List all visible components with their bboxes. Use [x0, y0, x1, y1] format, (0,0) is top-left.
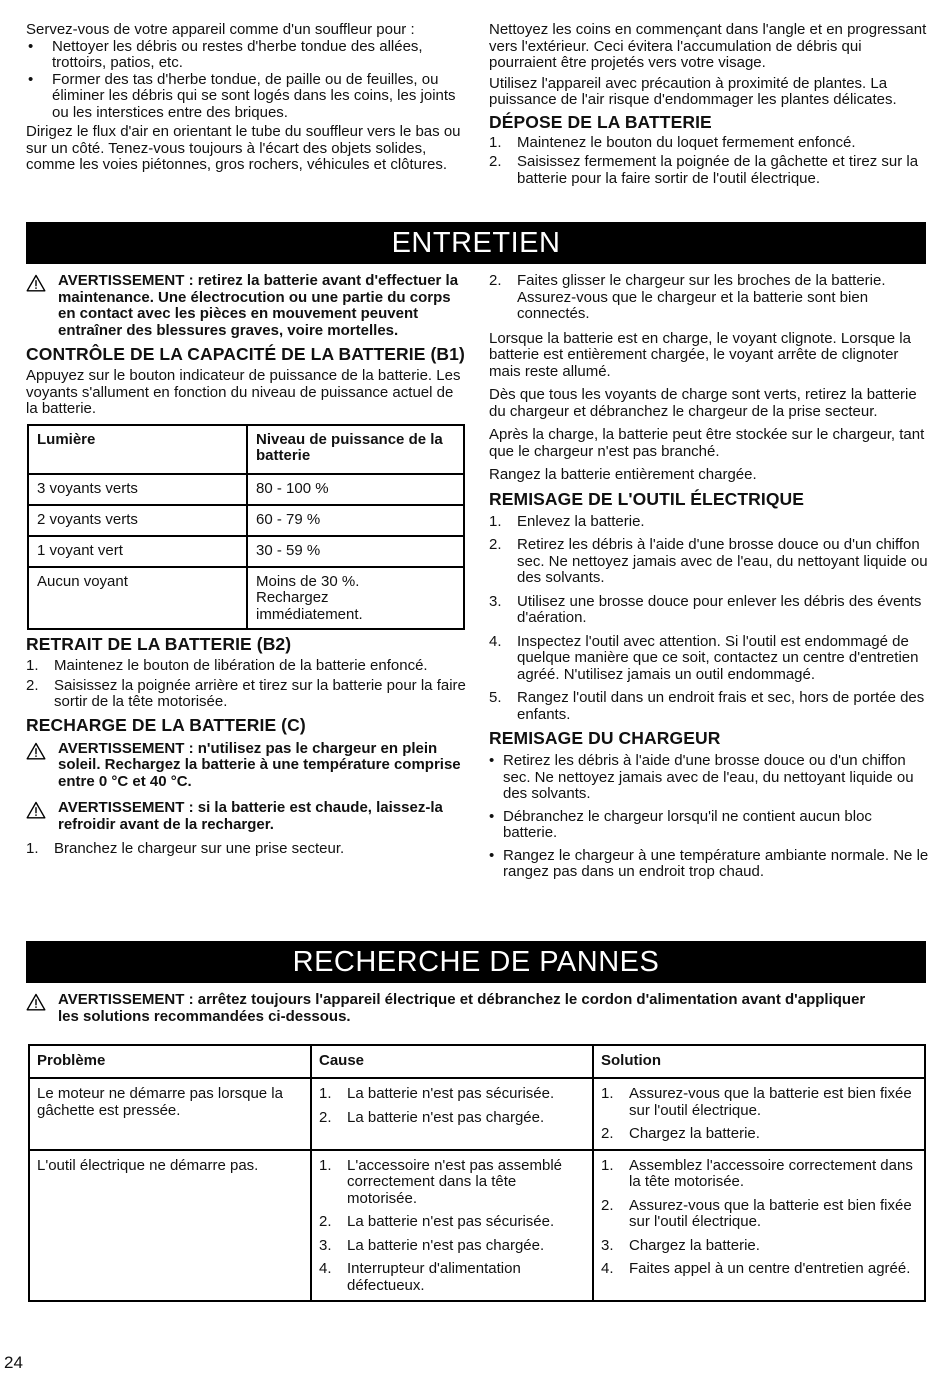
cause-list: [319, 1158, 585, 1295]
cause-list: [319, 1086, 585, 1126]
table-cell: L'outil électrique ne démarre pas.: [29, 1150, 311, 1302]
list-item: 1. Branchez le chargeur sur une prise secteur.: [26, 840, 345, 857]
page-number: 24: [4, 1353, 23, 1372]
list-item: 1. Assurez-vous que la batterie est bien fixée sur l'outil électrique.: [601, 1085, 912, 1119]
list-item: • Nettoyer les débris ou restes d'herbe tondue des allées, trottoirs, patios, etc.: [26, 39, 466, 72]
list-item: 2. Assurez-vous que la batterie est bien fixée sur l'outil électrique.: [601, 1196, 912, 1230]
left-column: [26, 273, 466, 858]
table-cell: 80 - 100 %: [247, 474, 464, 505]
list-item: 1. Enlevez la batterie.: [489, 512, 645, 530]
hot-battery-warning: [26, 800, 466, 833]
charging-indicator-paragraph: Lorsque la batterie est en charge, le voyant clignote. Lorsque la batterie est entièrement chargée, le voyant arrête de clignoter mais reste allumé.: [489, 329, 911, 380]
table-header-cell: Solution: [593, 1045, 925, 1078]
capacity-paragraph: Appuyez sur le bouton indicateur de puissance de la batterie. Les voyants s'allument en fonction du niveau de puissance actuel de la batterie.: [26, 367, 461, 417]
section-banner-troubleshooting: RECHERCHE DE PANNES: [26, 941, 926, 983]
table-cell: 60 - 79 %: [247, 505, 464, 536]
solution-list: [601, 1086, 917, 1143]
list-item: 1. L'accessoire n'est pas assemblé correctement dans la tête motorisée.: [319, 1156, 563, 1207]
table-row: [29, 1150, 925, 1302]
list-item: 1. Maintenez le bouton du loquet fermement enfoncé.: [489, 133, 856, 151]
retrait-steps: [26, 658, 466, 711]
list-item: • Former des tas d'herbe tondue, de paille ou de feuilles, ou éliminer les débris qui se sont logés dans les coins, les joints ou les interstices entre des briques.: [26, 72, 466, 122]
warning-text: AVERTISSEMENT : n'utilisez pas le chargeur en plein soleil. Rechargez la batterie à une température comprise entre 0 °C et 40 °C.: [58, 739, 461, 790]
table-row: [28, 474, 464, 505]
warning-text: AVERTISSEMENT : si la batterie est chaude, laissez-la refroidir avant de la recharger.: [58, 799, 443, 833]
blower-uses-list: [26, 39, 466, 122]
section-banner-entretien: ENTRETIEN: [26, 222, 926, 264]
list-item: 3. La batterie n'est pas chargée.: [319, 1236, 545, 1254]
table-cell: 1 voyant vert: [28, 536, 247, 567]
plants-paragraph: Utilisez l'appareil avec précaution à proximité de plantes. La puissance de l'air risque d'endommager les plantes délicates.: [489, 74, 897, 108]
table-cell: 2 voyants verts: [28, 505, 247, 536]
table-row: [29, 1078, 925, 1150]
warning-text: AVERTISSEMENT : retirez la batterie avant d'effectuer la maintenance. Une électrocution ou une partie du corps en contact avec les pièces en mouvement peuvent entraîner des blessures graves, voire mortelles.: [58, 272, 459, 339]
table-header-cell: Niveau de puissance de la batterie: [247, 425, 464, 474]
list-item: 2. Faites glisser le chargeur sur les broches de la batterie. Assurez-vous que le chargeur et la batterie sont bien connectés.: [489, 272, 886, 322]
capacity-table: [27, 424, 465, 631]
list-item: 2. Chargez la batterie.: [601, 1125, 760, 1142]
solution-list: [601, 1158, 917, 1278]
table-header-row: [28, 425, 464, 474]
battery-removal-steps: [489, 135, 929, 188]
heading-tool-storage: REMISAGE DE L'OUTIL ÉLECTRIQUE: [489, 488, 805, 509]
table-cell: 30 - 59 %: [247, 536, 464, 567]
list-item: 1. Assemblez l'accessoire correctement dans la tête motorisée.: [601, 1156, 913, 1190]
top-left-column: [26, 22, 466, 174]
table-cell: [311, 1078, 593, 1150]
recharge-steps-continued: [489, 273, 929, 323]
table-header-cell: Lumière: [28, 425, 247, 474]
list-item: 2. Saisissez la poignée arrière et tirez sur la batterie pour la faire sortir de la tête motorisée.: [26, 676, 466, 710]
table-cell: Aucun voyant: [28, 567, 247, 630]
table-row: [28, 536, 464, 567]
table-header-row: [29, 1045, 925, 1078]
tool-storage-steps: [489, 514, 929, 724]
list-item: 5. Rangez l'outil dans un endroit frais et sec, hors de portée des enfants.: [489, 689, 925, 723]
table-cell: [593, 1078, 925, 1150]
charger-storage-list: [489, 753, 929, 881]
table-header-cell: Cause: [311, 1045, 593, 1078]
troubleshooting-warning: [26, 992, 926, 1025]
heading-charger-storage: REMISAGE DU CHARGEUR: [489, 728, 721, 748]
list-item: 4. Interrupteur d'alimentation défectueux.: [319, 1260, 521, 1294]
list-item: 1. La batterie n'est pas sécurisée.: [319, 1085, 555, 1102]
table-row: [28, 567, 464, 630]
list-item: • Rangez le chargeur à une température ambiante normale. Ne le rangez pas dans un endroit trop chaud.: [489, 848, 929, 881]
list-item: 3. Utilisez une brosse douce pour enlever les débris des évents d'aération.: [489, 592, 922, 626]
warning-triangle-icon: [26, 992, 58, 1025]
blower-intro: Servez-vous de votre appareil comme d'un souffleur pour :: [26, 21, 415, 38]
table-row: [28, 505, 464, 536]
right-column: [489, 273, 929, 881]
list-item: 1. Maintenez le bouton de libération de la batterie enfoncé.: [26, 657, 428, 674]
warning-triangle-icon: [26, 273, 58, 339]
green-lights-paragraph: Dès que tous les voyants de charge sont verts, retirez la batterie du chargeur et débranchez le chargeur de la prise secteur.: [489, 386, 917, 420]
troubleshooting-table: [28, 1044, 926, 1302]
list-item: • Débranchez le chargeur lorsqu'il ne contient aucun bloc batterie.: [489, 809, 929, 842]
table-cell: Le moteur ne démarre pas lorsque la gâchette est pressée.: [29, 1078, 311, 1150]
table-header-cell: Problème: [29, 1045, 311, 1078]
list-item: 2. Retirez les débris à l'aide d'une brosse douce ou d'un chiffon sec. Ne nettoyez jamais avec de l'eau, du nettoyant liquide ou des solvants.: [489, 536, 928, 586]
troubleshooting-section: [26, 992, 926, 1025]
table-cell: [311, 1150, 593, 1302]
list-item: 2. La batterie n'est pas chargée.: [319, 1108, 545, 1126]
storage-paragraph: Après la charge, la batterie peut être stockée sur le chargeur, tant que le chargeur n'est pas branché.: [489, 426, 925, 460]
heading-battery-removal: DÉPOSE DE LA BATTERIE: [489, 111, 712, 132]
table-cell: Moins de 30 %. Rechargez immédiatement.: [247, 567, 464, 630]
heading-battery-capacity: CONTRÔLE DE LA CAPACITÉ DE LA BATTERIE (B1): [26, 344, 465, 364]
sun-warning: [26, 741, 466, 791]
warning-triangle-icon: [26, 741, 58, 791]
full-charge-paragraph: Rangez la batterie entièrement chargée.: [489, 466, 757, 483]
heading-battery-removal-b2: RETRAIT DE LA BATTERIE (B2): [26, 634, 292, 654]
list-item: 2. La batterie n'est pas sécurisée.: [319, 1213, 555, 1230]
maintenance-warning: [26, 273, 466, 339]
list-item: 4. Inspectez l'outil avec attention. Si l'outil est endommagé de quelque manière que ce soit, contactez un centre d'entretien agréé. N'utilisez jamais un outil endommagé.: [489, 632, 919, 683]
list-item: 2. Saisissez fermement la poignée de la gâchette et tirez sur la batterie pour la faire sortir de l'outil électrique.: [489, 153, 919, 187]
corners-paragraph: Nettoyez les coins en commençant dans l'angle et en progressant vers l'extérieur. Ceci évitera l'accumulation de débris qui pourraient être projetés vers votre visage.: [489, 21, 927, 71]
blower-direction-paragraph: Dirigez le flux d'air en orientant le tube du souffleur vers le bas ou sur un côté. Tenez-vous toujours à l'écart des objets solides, comme les voies piétonnes, gros rochers, véhicules et clôtures.: [26, 123, 461, 173]
list-item: 4. Faites appel à un centre d'entretien agréé.: [601, 1260, 911, 1277]
table-cell: [593, 1150, 925, 1302]
top-right-column: [489, 22, 929, 187]
list-item: 3. Chargez la batterie.: [601, 1236, 760, 1254]
warning-triangle-icon: [26, 800, 58, 833]
list-item: • Retirez les débris à l'aide d'une brosse douce ou d'un chiffon sec. Ne nettoyez jamais avec de l'eau, du nettoyant liquide ou des solvants.: [489, 753, 929, 803]
recharge-steps: [26, 841, 466, 858]
heading-battery-recharge: RECHARGE DE LA BATTERIE (C): [26, 714, 306, 735]
table-cell: 3 voyants verts: [28, 474, 247, 505]
warning-text: AVERTISSEMENT : arrêtez toujours l'appareil électrique et débranchez le cordon d'alimentation avant d'appliquer les solutions recommandées ci-dessous.: [58, 991, 866, 1025]
